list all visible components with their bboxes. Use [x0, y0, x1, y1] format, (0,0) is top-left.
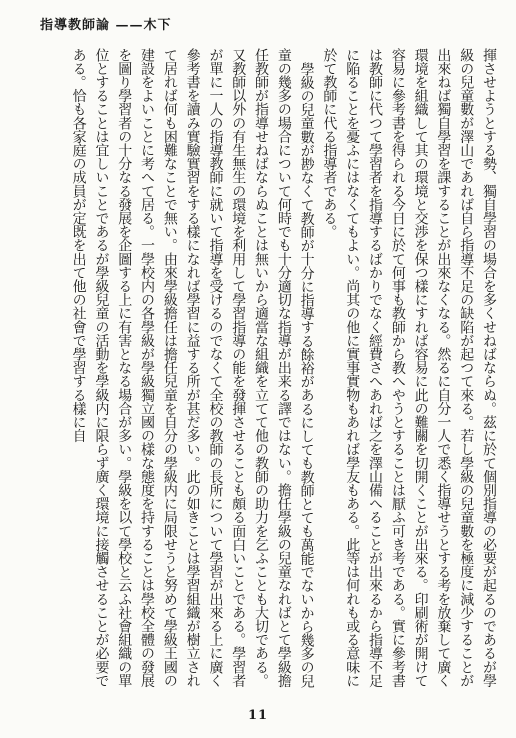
body-text	[30, 48, 500, 698]
paragraph: 揮させようとする勢、獨自學習の場合を多くせねばならぬ。茲に於て個別指導の必要が起るのであるが學級の兒童數が澤山であれば自ら指導不足の缺陷が起つて來る。若し學級の兒童數を極度に減少することが出來ねば獨自學習を課することが出來なくなる。然るに自分一人で悉く指導せうとする考を放棄して廣く環境を組織して其の環境と交渉を保つ樣にすれば容易に此の難關を切開くことが出來る。印刷術が開けて容易に參考書を得られる今日に於て何事も教師から教へやうとすることは厭ふ可き考である。實に參考書は教師に代つて學習者を指導するばかりでなく經費さへあれば之を澤山備へることが出來るから指導不足に陥ることを憂ふにはなくてもよい。尚其の他に實事實物もあれば學友もある。此等は何れも或る意味に於て教師に代る指導者である。	[321, 48, 497, 688]
page-number: 11	[247, 708, 269, 723]
running-header: 指導教師論 ——木下	[40, 18, 172, 33]
paragraph: 學級の兒童數が尠なくて教師が十分に指導する餘裕があるにしても教師とても萬能でないから幾多の兒童の幾多の場合について何時でも十分適切な指導が出来る譯ではない。擔任學級の兒童なればとて學級擔任教師が指導せねばならぬことは無いから適當な組織を立てて他の教師の助力を乞ふことも大切である。又教師以外の有生無生の環境を利用して學習指導の能を發揮させることも頗る面白いことである。學習者が單に一人の指導教師に就いて指導を受けるのでなくて全校の教師の長所について學習が出來る上に廣く參考書を讀み實驗實習をする樣になれば學習に益する所が甚だ多い。此の如きことは學習組織が樹立されて居れば何も困難なことで無い。由來學級擔任は擔任兒童を自分の學級内に局限せうと努めて學級王國の建設をよいことに考へて居る。一學校内の各學級が學級獨立國の樣な態度を持することは學校全體の發展を圖り學習者の十分なる發展を企圖する上に有害となる場合が多い。學級を以て學校と云ふ社會組織の單位とすることは宜しいことであるが學級兒童の活動を學級内に限らず廣く環境に接觸させることが必要である。恰も各家庭の成員が定既を出て他の社會で學習する樣に自	[70, 48, 315, 688]
